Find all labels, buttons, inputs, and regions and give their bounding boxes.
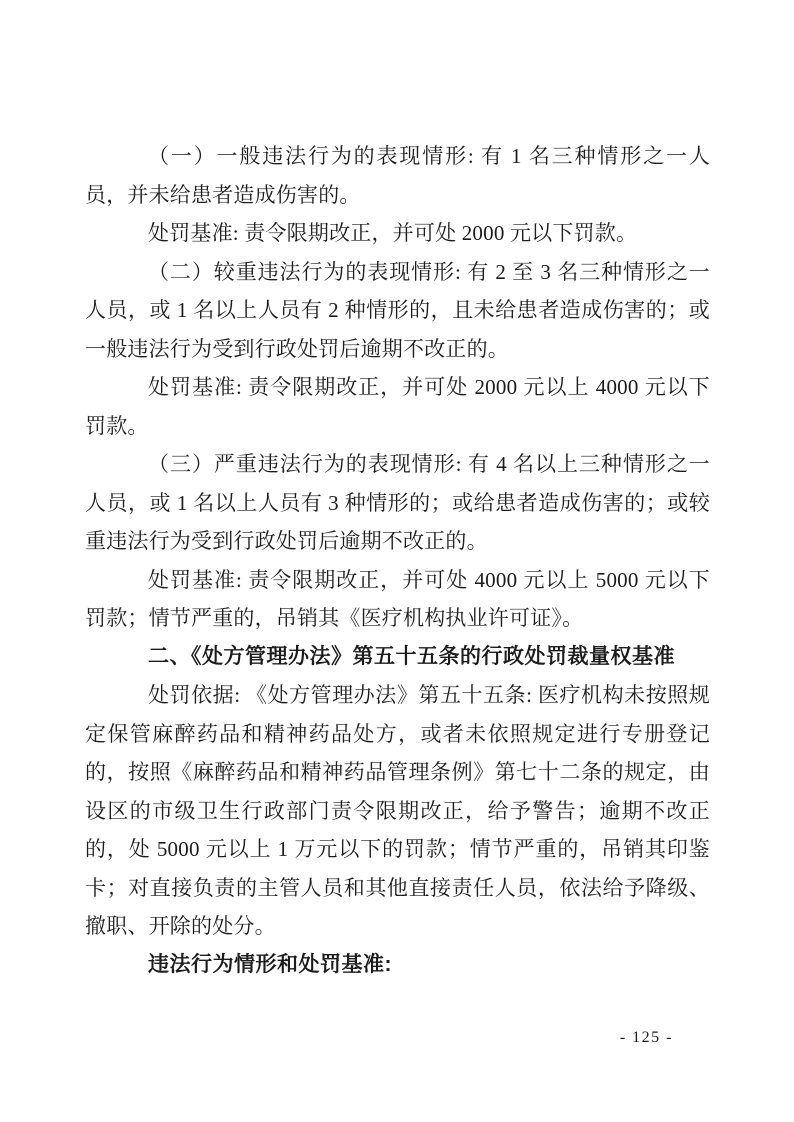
body-paragraph: （一）一般违法行为的表现情形: 有 1 名三种情形之一人员，并未给患者造成伤害的。	[85, 144, 710, 207]
body-paragraph: 处罚基准: 责令限期改正，并可处 2000 元以下罚款。	[148, 221, 638, 245]
body-paragraph: （二）较重违法行为的表现情形: 有 2 至 3 名三种情形之一人员，或 1 名以上人员有 2 种情形的，且未给患者造成伤害的；或一般违法行为受到行政处罚后逾期不改正的。	[85, 259, 710, 361]
section-heading: 二、《处方管理办法》第五十五条的行政处罚裁量权基准	[148, 644, 675, 668]
body-paragraph: （三）严重违法行为的表现情形: 有 4 名以上三种情形之一人员，或 1 名以上人员有 3 种情形的；或给患者造成伤害的；或较重违法行为受到行政处罚后逾期不改正的。	[85, 452, 710, 553]
body-paragraph: 处罚基准: 责令限期改正，并可处 2000 元以上 4000 元以下罚款。	[85, 375, 710, 438]
document-body	[85, 137, 710, 984]
body-paragraph: 处罚基准: 责令限期改正，并可处 4000 元以上 5000 元以下罚款；情节严重的，吊销其《医疗机构执业许可证》。	[85, 567, 710, 630]
page-number: - 125 -	[619, 1029, 673, 1046]
body-paragraph: 处罚依据: 《处方管理办法》第五十五条: 医疗机构未按照规定保管麻醉药品和精神药品处方，或者未依照规定进行专册登记的，按照《麻醉药品和精神药品管理条例》第七十二条的规定，由设区的市级卫生行政部门责令限期改正，给予警告；逾期不改正的，处 5000 元以上 1 万元以下的罚款；情节严重的，吊销其印鉴卡；对直接负责的主管人员和其他直接责任人员，依法给予降级、撤职、开除的处分。	[85, 683, 710, 938]
section-heading: 违法行为情形和处罚基准:	[148, 952, 392, 976]
